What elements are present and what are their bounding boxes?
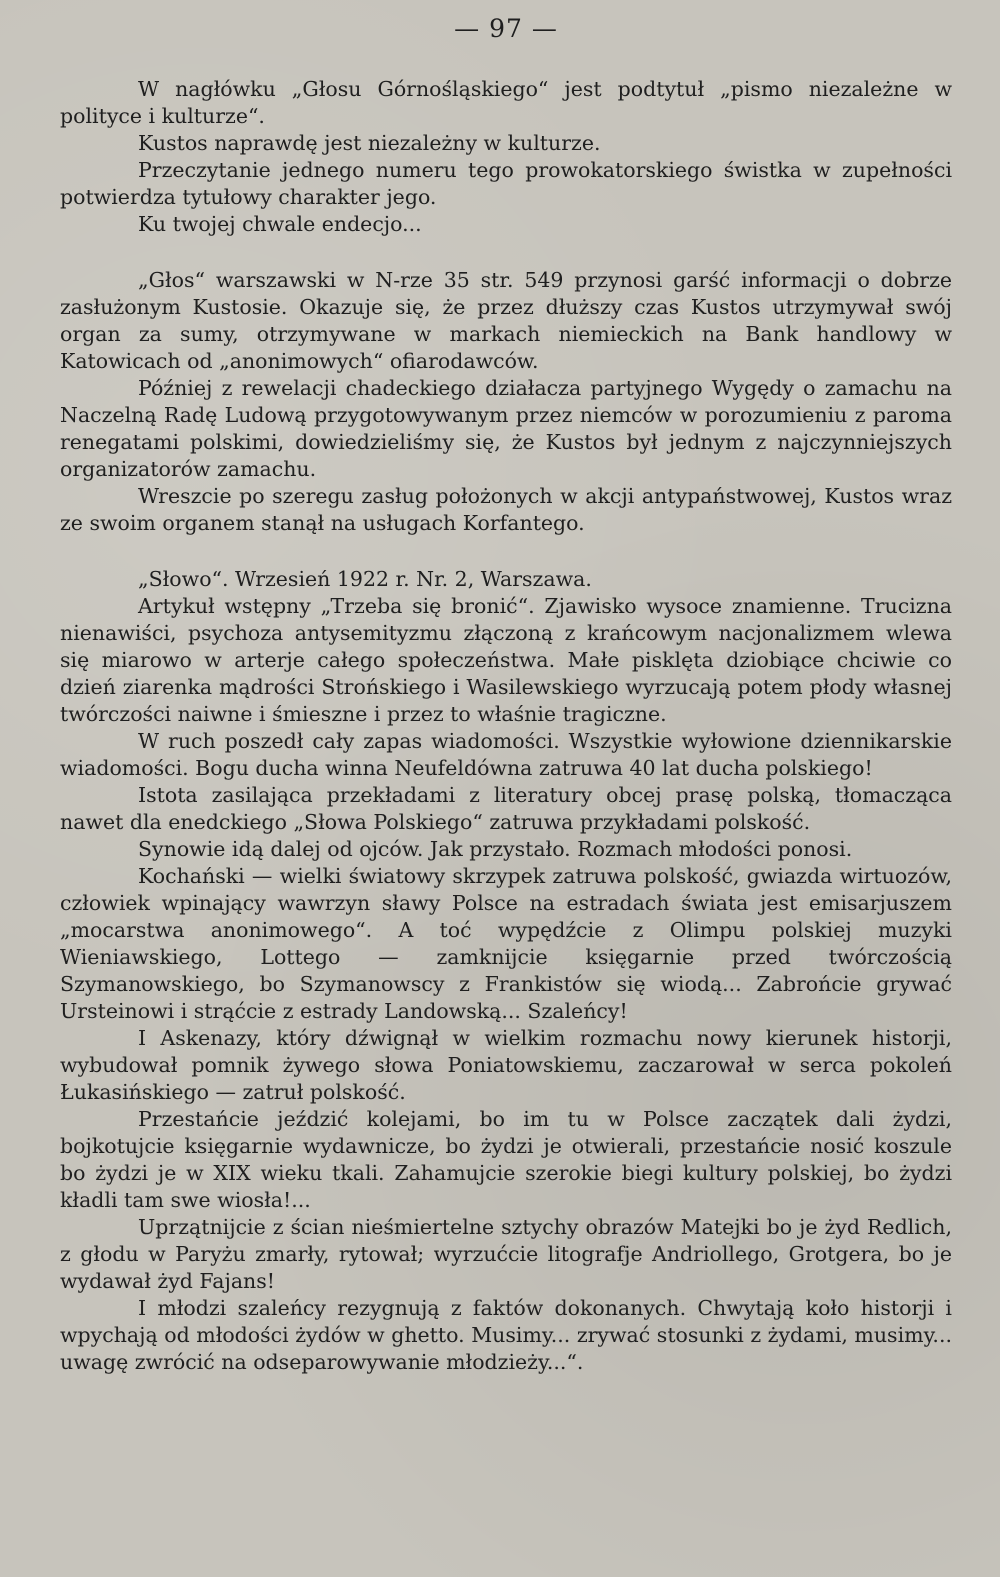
paragraph: Synowie idą dalej od ojców. Jak przystało. Rozmach młodości ponosi.: [138, 837, 853, 861]
page-number: — 97 —: [454, 14, 558, 43]
paragraph: Później z rewelacji chadeckiego działacza partyjnego Wygędy o zamachu na Naczelną Radę Ludową przygotowywanym przez niemców w porozumieniu z paroma renegatami polskimi, dowiedzieliśmy się, że Kustos był jednym z najczynniejszych organizatorów zamachu.: [60, 376, 952, 481]
paragraph: I Askenazy, który dźwignął w wielkim rozmachu nowy kierunek historji, wybudował pomnik żywego słowa Poniatowskiemu, zaczarował w serca pokoleń Łukasińskiego — zatruł polskość.: [60, 1026, 952, 1104]
paragraph: I młodzi szaleńcy rezygnują z faktów dokonanych. Chwytają koło historji i wpychają od młodości żydów w ghetto. Musimy... zrywać stosunki z żydami, musimy... uwagę zwrócić na odseparowywanie młodzieży...“.: [60, 1296, 952, 1374]
section-gornoslaski: [60, 76, 952, 238]
section-glos-warszawski: [60, 267, 952, 537]
paragraph: Istota zasilająca przekładami z literatury obcej prasę polską, tłomacząca nawet dla enedckiego „Słowa Polskiego“ zatruwa przykładami polskość.: [60, 783, 952, 834]
paragraph: „Głos“ warszawski w N-rze 35 str. 549 przynosi garść informacji o dobrze zasłużonym Kustosie. Okazuje się, że przez dłuższy czas Kustos utrzymywał swój organ za sumy, otrzymywane w markach niemieckich na Bank handlowy w Katowicach od „anonimowych“ ofiarodawców.: [60, 268, 952, 373]
section-slowo: [60, 566, 952, 1376]
paragraph: Wreszcie po szeregu zasług położonych w akcji antypaństwowej, Kustos wraz ze swoim organem stanął na usługach Korfantego.: [60, 484, 952, 535]
paragraph: „Słowo“. Wrzesień 1922 r. Nr. 2, Warszawa.: [138, 567, 592, 591]
paragraph: Kochański — wielki światowy skrzypek zatruwa polskość, gwiazda wirtuozów, człowiek wpinający wawrzyn sławy Polsce na estradach świata jest emisarjuszem „mocarstwa anonimowego“. A toć wypędźcie z Olimpu polskiej muzyki Wieniawskiego, Lottego — zamknijcie księgarnie przed twórczością Szymanowskiego, bo Szymanowscy z Frankistów się wiodą... Zabrońcie grywać Ursteinowi i strąćcie z estrady Landowską... Szaleńcy!: [60, 864, 952, 1023]
paragraph: Przeczytanie jednego numeru tego prowokatorskiego świstka w zupełności potwierdza tytułowy charakter jego.: [60, 158, 952, 209]
paragraph: Ku twojej chwale endecjo...: [138, 212, 422, 236]
paragraph: W ruch poszedł cały zapas wiadomości. Wszystkie wyłowione dziennikarskie wiadomości. Bogu ducha winna Neufeldówna zatruwa 40 lat ducha polskiego!: [60, 729, 952, 780]
paragraph: Przestańcie jeździć kolejami, bo im tu w Polsce zaczątek dali żydzi, bojkotujcie księgarnie wydawnicze, bo żydzi je otwierali, przestańcie nosić koszule bo żydzi je w XIX wieku tkali. Zahamujcie szerokie biegi kultury polskiej, bo żydzi kładli tam swe wiosła!...: [60, 1107, 952, 1212]
paragraph: W nagłówku „Głosu Górnośląskiego“ jest podtytuł „pismo niezależne w polityce i kulturze“.: [60, 77, 952, 128]
paragraph: Artykuł wstępny „Trzeba się bronić“. Zjawisko wysoce znamienne. Trucizna nienawiści, psychoza antysemityzmu złączoną z krańcowym nacjonalizmem wlewa się miarowo w arterje całego społeczeństwa. Małe pisklęta dziobiące chciwie co dzień ziarenka mądrości Strońskiego i Wasilewskiego wyrzucają potem płody własnej twórczości naiwne i śmieszne i przez to właśnie tragiczne.: [60, 594, 952, 726]
paragraph: Kustos naprawdę jest niezależny w kulturze.: [138, 131, 601, 155]
paragraph: Uprzątnijcie z ścian nieśmiertelne sztychy obrazów Matejki bo je żyd Redlich, z głodu w Paryżu zmarły, rytował; wyrzućcie litografje Andriollego, Grotgera, bo je wydawał żyd Fajans!: [60, 1215, 952, 1293]
